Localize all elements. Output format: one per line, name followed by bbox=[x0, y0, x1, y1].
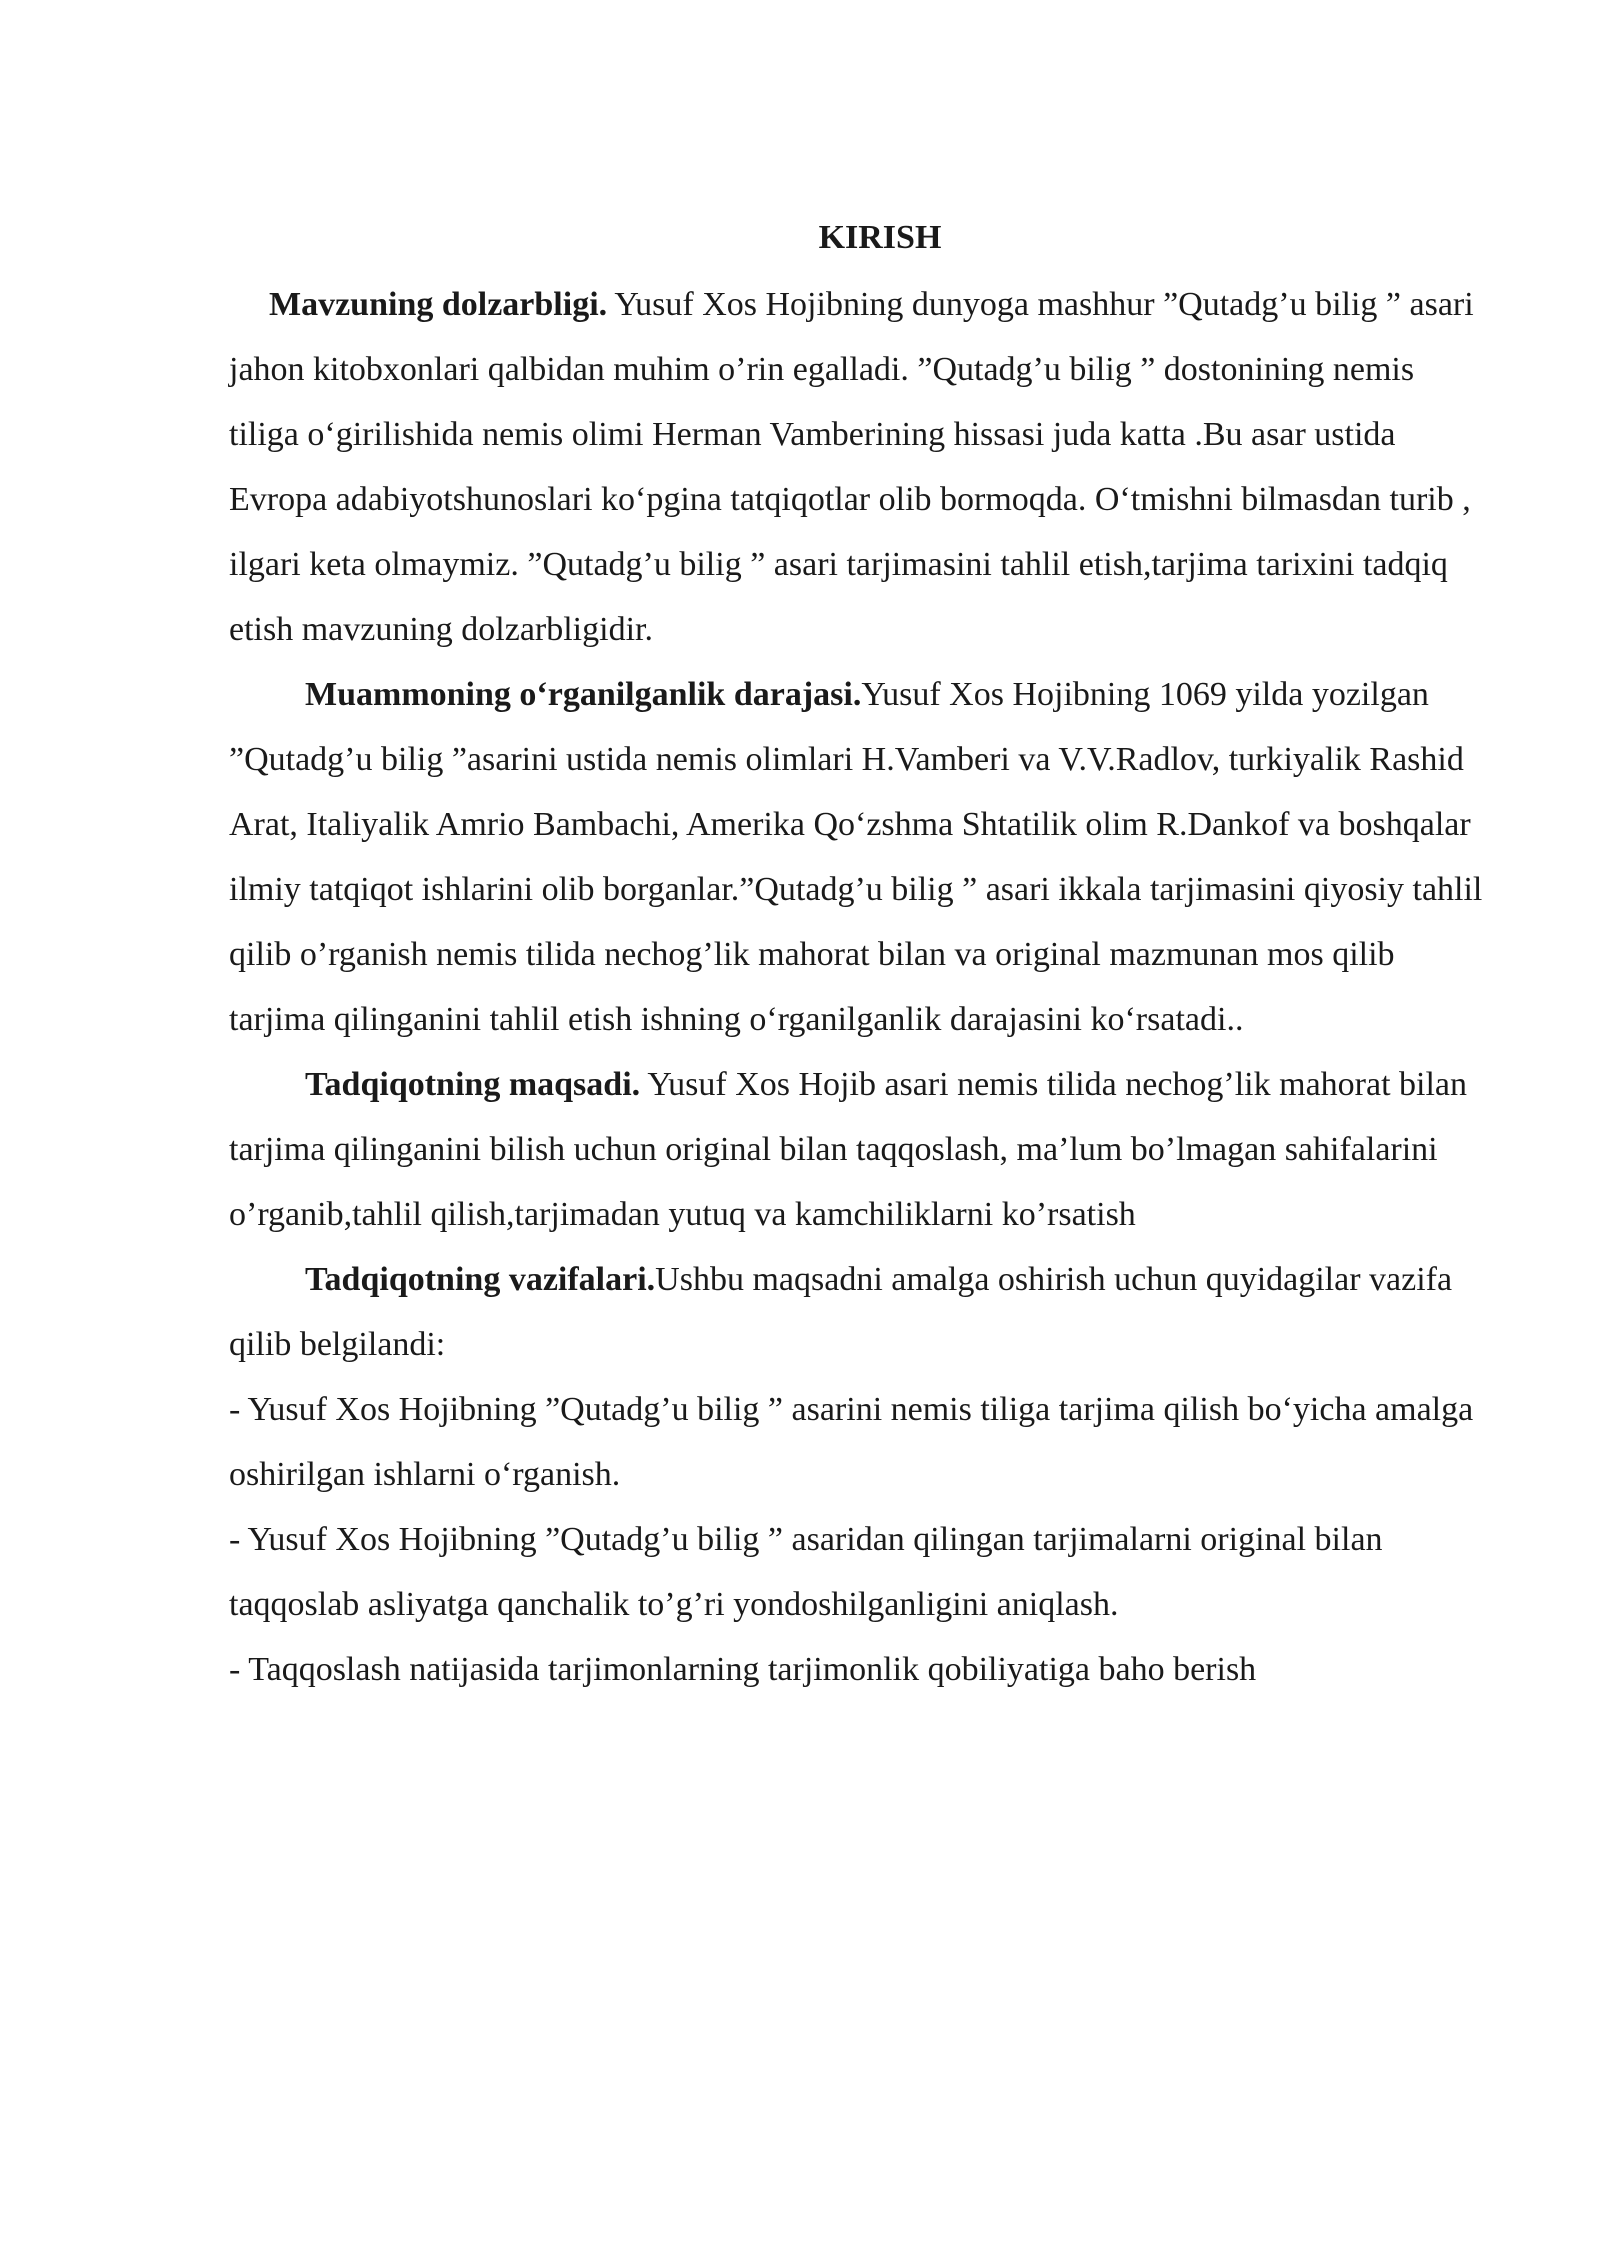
section-heading: Mavzuning dolzarbligi. bbox=[269, 286, 608, 323]
list-item: - Yusuf Xos Hojibning ”Qutadg’u bilig ” asaridan qilingan tarjimalarni original bilan taqqoslab asliyatga qanchalik to’g’ri yondoshilganligini aniqlash. bbox=[229, 1521, 1383, 1623]
section-relevance bbox=[229, 272, 1491, 662]
section-tasks bbox=[229, 1247, 1491, 1377]
section-heading: Tadqiqotning maqsadi. bbox=[305, 1066, 641, 1103]
section-text: Ushbu maqsadni amalga oshirish uchun quyidagilar vazifa qilib belgilandi: bbox=[229, 1261, 1453, 1363]
list-item: - Taqqoslash natijasida tarjimonlarning tarjimonlik qobiliyatiga baho berish bbox=[229, 1651, 1257, 1688]
section-goal bbox=[229, 1052, 1491, 1247]
section-text: Yusuf Xos Hojibning 1069 yilda yozilgan ”Qutadg’u bilig ”asarini ustida nemis olimlari H.Vamberi va V.V.Radlov, turkiyalik Rashid Arat, Italiyalik Amrio Bambachi, Amerika Qo‘zshma Shtatilik olim R.Dankof va boshqalar ilmiy tatqiqot ishlarini olib borganlar.”Qutadg’u bilig ” asari ikkala tarjimasini qiyosiy tahlil qilib o’rganish nemis tilida nechog’lik mahorat bilan va original mazmunan mos qilib tarjima qilinganini tahlil etish ishning o‘rganilganlik darajasini ko‘rsatadi.. bbox=[229, 676, 1483, 1038]
list-item: - Yusuf Xos Hojibning ”Qutadg’u bilig ” asarini nemis tiliga tarjima qilish bo‘yicha amalga oshirilgan ishlarni o‘rganish. bbox=[229, 1391, 1474, 1493]
section-heading: Tadqiqotning vazifalari. bbox=[305, 1261, 656, 1298]
section-heading: Muammoning o‘rganilganlik darajasi. bbox=[305, 676, 862, 713]
section-study-level bbox=[229, 662, 1491, 1052]
section-text: Yusuf Xos Hojib asari nemis tilida nechog’lik mahorat bilan tarjima qilinganini bilish uchun original bilan taqqoslash, ma’lum bo’lmagan sahifalarini o’rganib,tahlil qilish,tarjimadan yutuq va kamchiliklarni ko’rsatish bbox=[229, 1066, 1467, 1233]
document-page bbox=[229, 205, 1491, 1702]
page-title: KIRISH bbox=[818, 219, 942, 256]
section-text: Yusuf Xos Hojibning dunyoga mashhur ”Qutadg’u bilig ” asari jahon kitobxonlari qalbidan muhim o’rin egalladi. ”Qutadg’u bilig ” dostonining nemis tiliga o‘girilishida nemis olimi Herman Vamberining hissasi juda katta .Bu asar ustida Evropa adabiyotshunoslari ko‘pgina tatqiqotlar olib bormoqda. O‘tmishni bilmasdan turib , ilgari keta olmaymiz. ”Qutadg’u bilig ” asari tarjimasini tahlil etish,tarjima tarixini tadqiq etish mavzuning dolzarbligidir. bbox=[229, 286, 1474, 648]
